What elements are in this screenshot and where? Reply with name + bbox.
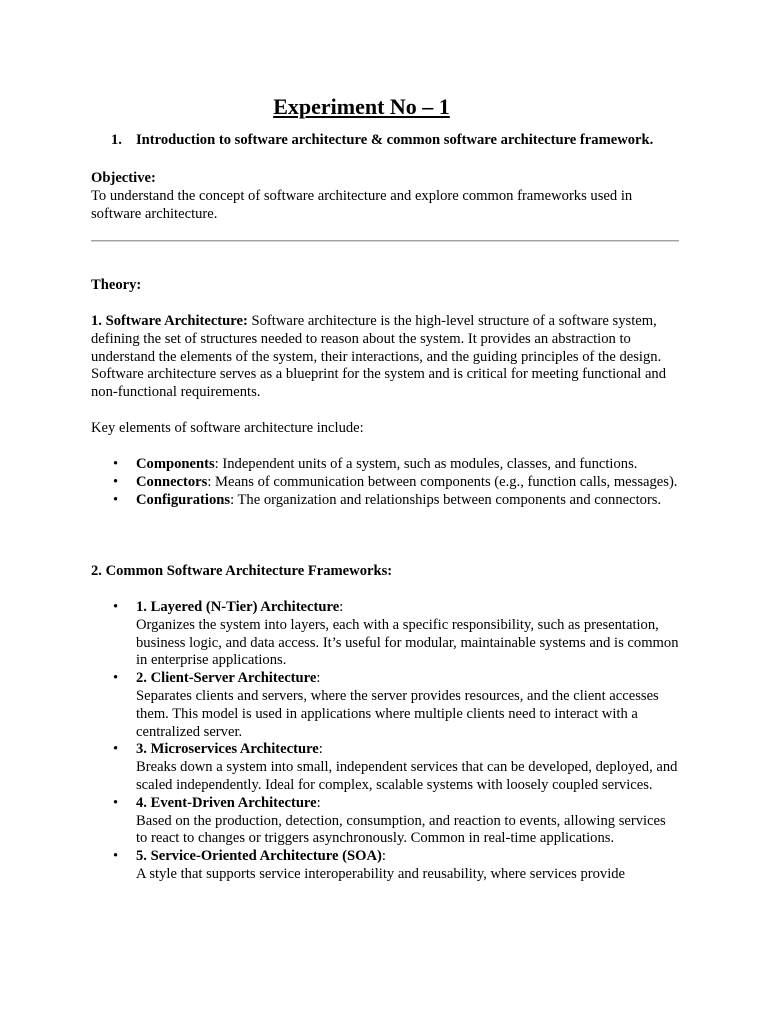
page-title: Experiment No – 1 <box>273 94 450 119</box>
key-element-desc: : Means of communication between components (e.g., function calls, messages). <box>207 473 678 490</box>
key-element-desc: : Independent units of a system, such as modules, classes, and functions. <box>214 456 638 472</box>
software-architecture-paragraph <box>91 313 681 402</box>
bullet-icon: • <box>113 491 119 508</box>
framework-colon: : <box>381 848 386 865</box>
key-elements-intro: Key elements of software architecture include: <box>91 420 364 436</box>
key-element-term: Connectors <box>136 473 208 490</box>
framework-colon: : <box>316 794 321 811</box>
bullet-icon: • <box>113 670 119 687</box>
bullet-icon: • <box>113 599 119 615</box>
intro-item <box>111 132 653 150</box>
list-item <box>91 670 679 741</box>
objective-section <box>91 170 679 223</box>
software-architecture-text: Software architecture is the high-level structure of a software system, defining the set of structures needed to reason about the system. It provides an abstraction to understand the elements of the system, their interactions, and the guiding principles of the design. Software architecture serves as a blueprint for the system and is critical for meeting functional and non-functional requirements. <box>91 313 667 401</box>
key-elements-list <box>91 456 679 509</box>
framework-desc: A style that supports service interoperability and reusability, where services provide <box>136 865 626 882</box>
framework-colon: : <box>316 670 321 687</box>
software-architecture-heading: 1. Software Architecture: <box>91 313 248 329</box>
bullet-icon: • <box>113 848 119 865</box>
list-item <box>91 795 679 848</box>
intro-text: Introduction to software architecture & common software architecture framework. <box>136 132 654 148</box>
bullet-icon: • <box>113 473 119 490</box>
framework-title: 1. Layered (N-Tier) Architecture <box>136 599 340 615</box>
frameworks-heading: 2. Common Software Architecture Frameworks: <box>91 563 393 579</box>
framework-colon: : <box>339 599 344 615</box>
bullet-icon: • <box>113 794 119 811</box>
list-item <box>91 848 679 884</box>
intro-number: 1. <box>111 132 122 148</box>
objective-label: Objective: <box>91 170 156 186</box>
framework-title: 3. Microservices Architecture <box>136 741 319 758</box>
key-element-term: Components <box>136 456 215 472</box>
framework-colon: : <box>318 741 323 758</box>
theory-heading: Theory: <box>91 277 142 293</box>
framework-desc: Separates clients and servers, where the server provides resources, and the client accesses them. This model is used in applications where multiple clients need to interact with a centralized server. <box>136 687 659 740</box>
framework-desc: Based on the production, detection, consumption, and reaction to events, allowing services to react to changes or triggers asynchronously. Common in real-time applications. <box>136 812 666 847</box>
list-item <box>91 741 679 794</box>
framework-title: 5. Service-Oriented Architecture (SOA) <box>136 848 382 865</box>
key-element-desc: : The organization and relationships between components and connectors. <box>230 491 662 508</box>
list-item <box>91 474 679 492</box>
horizontal-divider <box>91 240 679 242</box>
key-element-term: Configurations <box>136 491 231 508</box>
bullet-icon: • <box>113 456 119 472</box>
list-item <box>91 492 679 510</box>
frameworks-list <box>91 599 679 884</box>
framework-title: 4. Event-Driven Architecture <box>136 794 317 811</box>
list-item <box>91 599 679 670</box>
list-item <box>91 456 679 474</box>
framework-desc: Breaks down a system into small, independent services that can be developed, deployed, and scaled independently. Ideal for complex, scalable systems with loosely coupled services. <box>136 759 678 793</box>
framework-desc: Organizes the system into layers, each with a specific responsibility, such as presentation, business logic, and data access. It’s useful for modular, maintainable systems and is common in enterprise applications. <box>136 616 679 669</box>
framework-title: 2. Client-Server Architecture <box>136 670 317 687</box>
bullet-icon: • <box>113 741 119 758</box>
objective-text: To understand the concept of software architecture and explore common frameworks used in software architecture. <box>91 187 633 222</box>
